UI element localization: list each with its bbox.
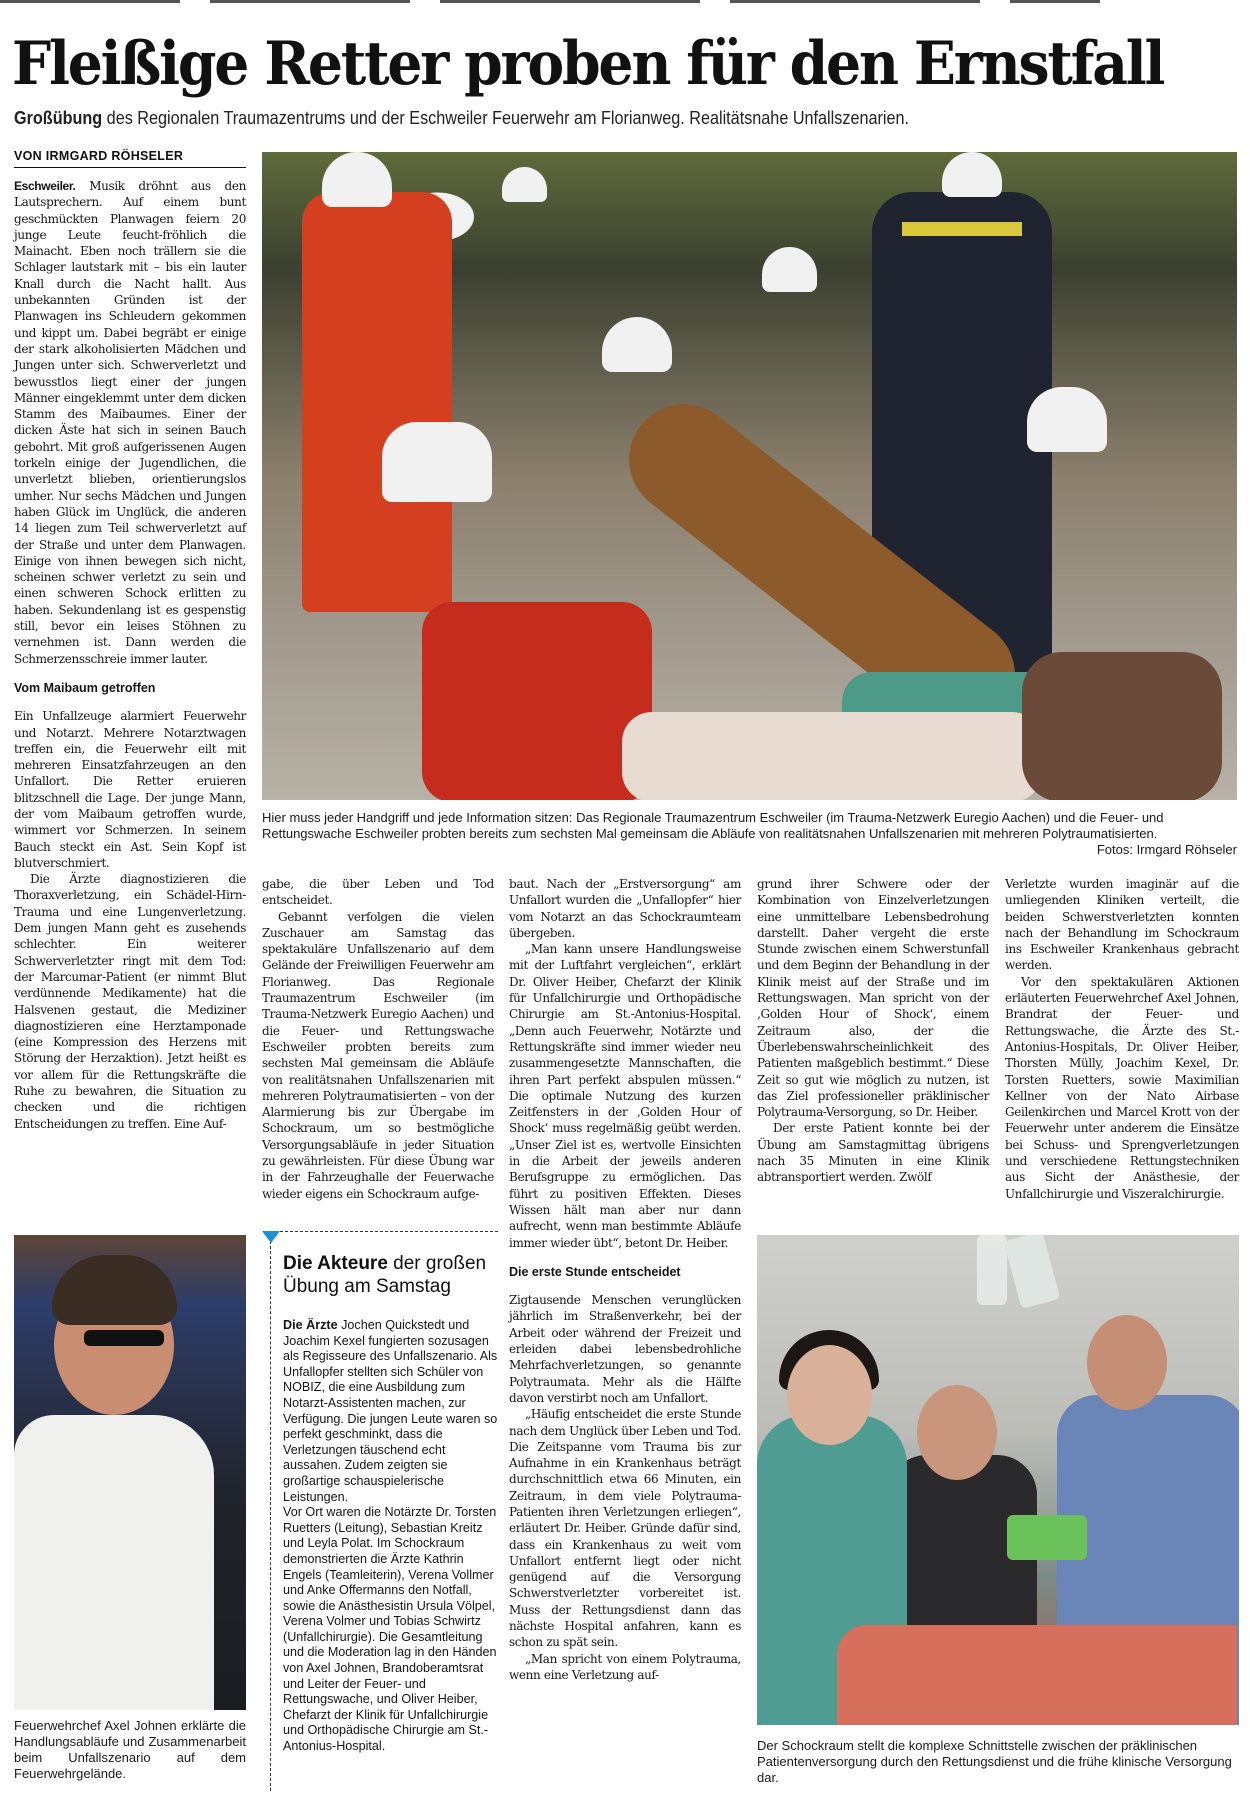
article-column-1 bbox=[14, 178, 246, 1132]
article-column-2 bbox=[262, 876, 494, 1202]
paragraph: „Man spricht von einem Polytrauma, wenn eine Verletzung auf- bbox=[509, 1651, 741, 1682]
infobox-body bbox=[283, 1318, 498, 1755]
subheadline-lead: Großübung bbox=[14, 108, 103, 128]
subheadline bbox=[14, 106, 1121, 130]
previous-article-strip bbox=[0, 0, 1250, 6]
paragraph: Vor Ort waren die Notärzte Dr. Torsten Ruetters (Leitung), Sebastian Kreitz und Leyla Polat. Im Schockraum demonstrierten die Ärzte Kathrin Engels (Teamleiterin), Verena Vollmer und Anke Offermanns den Notfall, sowie die Anästhesistin Ursula Völpel, Verena Volmer und Tobias Schwirtz (Unfallchirurgie). Die Gesamtleitung und die Moderation lag in den Händen von Axel Johnen, Brandoberamtsrat und Leiter der Feuer- und Rettungswache, und Oliver Heiber, Chefarzt der Klinik für Unfallchirurgie und Orthopädische Chirurgie am St.-Antonius-Hospital. bbox=[283, 1505, 497, 1754]
shock-room-photo bbox=[757, 1235, 1239, 1725]
triangle-marker-icon bbox=[262, 1231, 280, 1243]
paragraph: baut. Nach der „Erstversorgung“ am Unfallort wurden die „Unfallopfer“ hier vom Notarzt an das Schockraumteam übergeben. bbox=[509, 877, 741, 940]
paragraph: „Man kann unsere Handlungsweise mit der Luftfahrt vergleichen“, erklärt Dr. Oliver Heiber, Chefarzt der Klinik für Unfallchirurgie und Orthopädische Chirurgie am St.-Antonius-Hospital. „Denn auch Feuerwehr, Notärzte und Rettungskräfte sind immer wieder neu zusammengesetzte Mannschaften, die ihren Part perfekt abspulen müssen.“ Die optimale Nutzung des kurzen Zeitfensters in der ‚Golden Hour of Shock‘ muss regelmäßig geübt werden. „Unser Ziel ist es, wertvolle Einsichten in die Arbeit der jeweils anderen Berufsgruppe zu ermöglichen. Das führt zu positiven Effekten. Dieses Wissen hält man aber nur dann aufrecht, wenn man bestimmte Abläufe immer wieder übt“, betont Dr. Heiber. bbox=[509, 942, 741, 1250]
fire-chief-photo bbox=[14, 1235, 246, 1710]
paragraph: Der erste Patient konnte bei der Übung am Samstagmittag übrigens nach 35 Minuten in eine Klinik abtransportiert werden. Zwölf bbox=[757, 1121, 989, 1185]
paragraph: Ein Unfallzeuge alarmiert Feuerwehr und Notarzt. Mehrere Notarztwagen treffen ein, die Feuerwehr eilt mit mehreren Einsatzfahrzeugen an den Unfallort. Die Retter eruieren blitzschnell die Lage. Der junge Mann, der vom Maibaum getroffen wurde, wimmert vor Schmerzen. In seinem Bauch steckt ein Ast. Sein Kopf ist blutverschmiert. bbox=[14, 709, 246, 870]
paragraph: grund ihrer Schwere oder der Kombination von Einzelverletzungen eine unmittelbare Lebensbedrohung darstellt. Daher vergeht die erste Stunde zwischen einem Schwerstunfall und dem Beginn der Behandlung in der Klinik meist auf der Straße und im Rettungswagen. Man spricht von der ‚Golden Hour of Shock‘, einem Zeitraum also, der die Überlebenswahrscheinlichkeit des Patienten maßgeblich bestimmt.“ Diese Zeit so gut wie möglich zu nutzen, ist das Ziel professioneller präklinischer Polytrauma-Versorgung, so Dr. Heiber. bbox=[757, 877, 989, 1120]
infobox-actors bbox=[270, 1231, 498, 1791]
paragraph: Die Ärzte diagnostizieren die Thoraxverletzung, ein Schädel-Hirn-Trauma und eine Lungenverletzung. Dem jungen Mann geht es zusehends schlechter. Ein weiterer Schwerverletzter ringt mit dem Tod: der Marcumar-Patient (er nimmt Blut verdünnende Medikamente) hat die Halsvenen gestaut, die Mediziner diagnostizieren eine Herztamponade (eine Kompression des Herzens mit Störung der Herzaktion). Jetzt heißt es vor allem für die Rettungskräfte die Ruhe zu bewahren, die Situation zu checken und die richtigen Entscheidungen zu treffen. Eine Auf- bbox=[14, 872, 246, 1131]
subhead: Vom Maibaum getroffen bbox=[14, 680, 156, 695]
paragraph: gabe, die über Leben und Tod entscheidet. bbox=[262, 877, 494, 908]
main-photo-caption: Hier muss jeder Handgriff und jede Information sitzen: Das Regionale Traumazentrum Eschweiler (im Trauma-Netzwerk Euregio Aachen) und die Feuer- und Rettungswache Eschweiler probten bereits zum sechsten Mal gemeinsam die Abläufe von realitätsnahen Unfallszenarien mit mehreren Polytraumatisierten. Fotos: Irmgard Röhseler bbox=[262, 810, 1237, 857]
main-photo-rescue-scene bbox=[262, 152, 1237, 800]
infobox-title: Die Akteure der großen Übung am Samstag bbox=[283, 1253, 487, 1297]
headline: Fleißige Retter proben für den Ernstfall bbox=[12, 29, 1164, 99]
shock-room-caption: Der Schockraum stellt die komplexe Schnittstelle zwischen der präklinischen Patientenversorgung durch den Rettungsdienst und die frühe klinische Versorgung dar. bbox=[757, 1738, 1232, 1785]
paragraph: Eschweiler. Musik dröhnt aus den Lautsprechern. Auf einem bunt geschmückten Planwagen feiern 20 junge Leute feucht-fröhlich die Mainacht. Eben noch trällern sie die Schlager lautstark mit – bis ein lauter Knall durch die Nacht hallt. Aus unbekannten Gründen ist der Planwagen ins Schleudern gekommen und kippt um. Dabei begräbt er einige der stark alkoholisierten Mädchen und Jungen unter sich. Schwerverletzt und bewusstlos liegt einer der jungen Männer eingeklemmt unter dem dicken Stamm des Maibaumes. Einer der dicken Äste hat sich in seinen Bauch gebohrt. Mit groß aufgerissenen Augen torkeln einige der Jugendlichen, die unverletzt blieben, orientierungslos umher. Nur sechs Mädchen und Jungen haben Glück im Unglück, die anderen 14 liegen zum Teil schwerverletzt auf der Straße und unter dem Planwagen. Einige von ihnen bewegen sich nicht, scheinen schwer verletzt zu sein und einen schweren Schock erlitten zu haben. Sekundenlang ist es gespenstig still, bevor ein leises Stöhnen zu vernehmen ist. Dann werden die Schmerzensschreie immer lauter. bbox=[14, 179, 246, 666]
paragraph: Vor den spektakulären Aktionen erläuterten Feuerwehrchef Axel Johnen, Brandrat der Feuer- und Rettungswache, die Ärzte des St.-Antonius-Hospitals, Dr. Oliver Heiber, Thorsten Mülly, Joachim Kexel, Dr. Torsten Ruetters, sowie Maximilian Kellner von der Nato Airbase Geilenkirchen und Marcel Krott von der Feuerwehr unter anderem die Einsätze bei Schuss- und Sprengverletzungen und verschiedene Rettungstechniken aus Sicht der Anästhesie, der Unfallchirurgie und Viszeralchirurgie. bbox=[1005, 974, 1239, 1201]
subhead: Die erste Stunde entscheidet bbox=[509, 1264, 681, 1279]
paragraph: Zigtausende Menschen verunglücken jährlich im Straßenverkehr, bei der Arbeit oder während der Freizeit und erleiden dabei lebensbedrohliche Mehrfachverletzungen, so genannte Polytraumata. Mehr als die Hälfte davon verstirbt noch am Unfallort. bbox=[509, 1293, 741, 1405]
article-column-4 bbox=[757, 876, 989, 1186]
photo-credit: Fotos: Irmgard Röhseler bbox=[1096, 842, 1237, 857]
paragraph: Verletzte wurden imaginär auf die umliegenden Kliniken verteilt, die beiden Schwerstverletzten konnten nach der Behandlung im Schockraum ins Eschweiler Krankenhaus gebracht werden. bbox=[1005, 877, 1239, 973]
article-column-5 bbox=[1005, 876, 1239, 1202]
fire-chief-caption: Feuerwehrchef Axel Johnen erklärte die Handlungsabläufe und Zusammenarbeit beim Unfallszenario auf dem Feuerwehrgelände. bbox=[14, 1718, 246, 1781]
article-column-3 bbox=[509, 876, 741, 1683]
paragraph: „Häufig entscheidet die erste Stunde nach dem Unglück über Leben und Tod. Die Zeitspanne vom Trauma bis zur Aufnahme in ein Krankenhaus beträgt durchschnittlich etwa 66 Minuten, ein Zeitraum, in dem viele Polytrauma-Patienten ihren Verletzungen erliegen“, erläutert Dr. Heiber. Gründe dafür sind, dass ein Krankenhaus zu weit vom Unfallort entfernt liegt oder nicht genügend auf die Versorgung Schwerstverletzter vorbereitet ist. Muss der Rettungsdienst dann das nächste Hospital anfahren, kann es schon zu spät sein. bbox=[509, 1407, 741, 1650]
byline: VON IRMGARD RÖHSELER bbox=[14, 149, 246, 168]
paragraph: Gebannt verfolgen die vielen Zuschauer am Samstag das spektakuläre Unfallszenario auf dem Gelände der Freiwilligen Feuerwehr am Florianweg. Das Regionale Traumazentrum Eschweiler (im Trauma-Netzwerk Euregio Aachen) und die Feuer- und Rettungswache Eschweiler probten bereits zum sechsten Mal gemeinsam die Abläufe von realitätsnahen Unfallszenarien mit mehreren Polytraumatisierten – von der Alarmierung bis zur Übergabe im Schockraum, um so bestmögliche Versorgungsabläufe in jeder Situation zu gewährleisten. Für diese Übung war in der Fahrzeughalle der Feuerwache wieder eigens ein Schockraum aufge- bbox=[262, 909, 494, 1201]
subheadline-text: des Regionalen Traumazentrums und der Eschweiler Feuerwehr am Florianweg. Realitätsnahe Unfallszenarien. bbox=[102, 108, 909, 128]
dateline: Eschweiler. bbox=[14, 179, 76, 193]
paragraph: Die Ärzte Jochen Quickstedt und Joachim Kexel fungierten sozusagen als Regisseure des Unfallszenario. Als Unfallopfer stellten sich Schüler von NOBIZ, die eine Ausbildung zum Notarzt-Assistenten machen, zur Verfügung. Die jungen Leute waren so perfekt geschminkt, dass die Verletzungen täuschend echt aussahen. Zudem zeigten sie großartige schauspielerische Leistungen. bbox=[283, 1318, 498, 1504]
